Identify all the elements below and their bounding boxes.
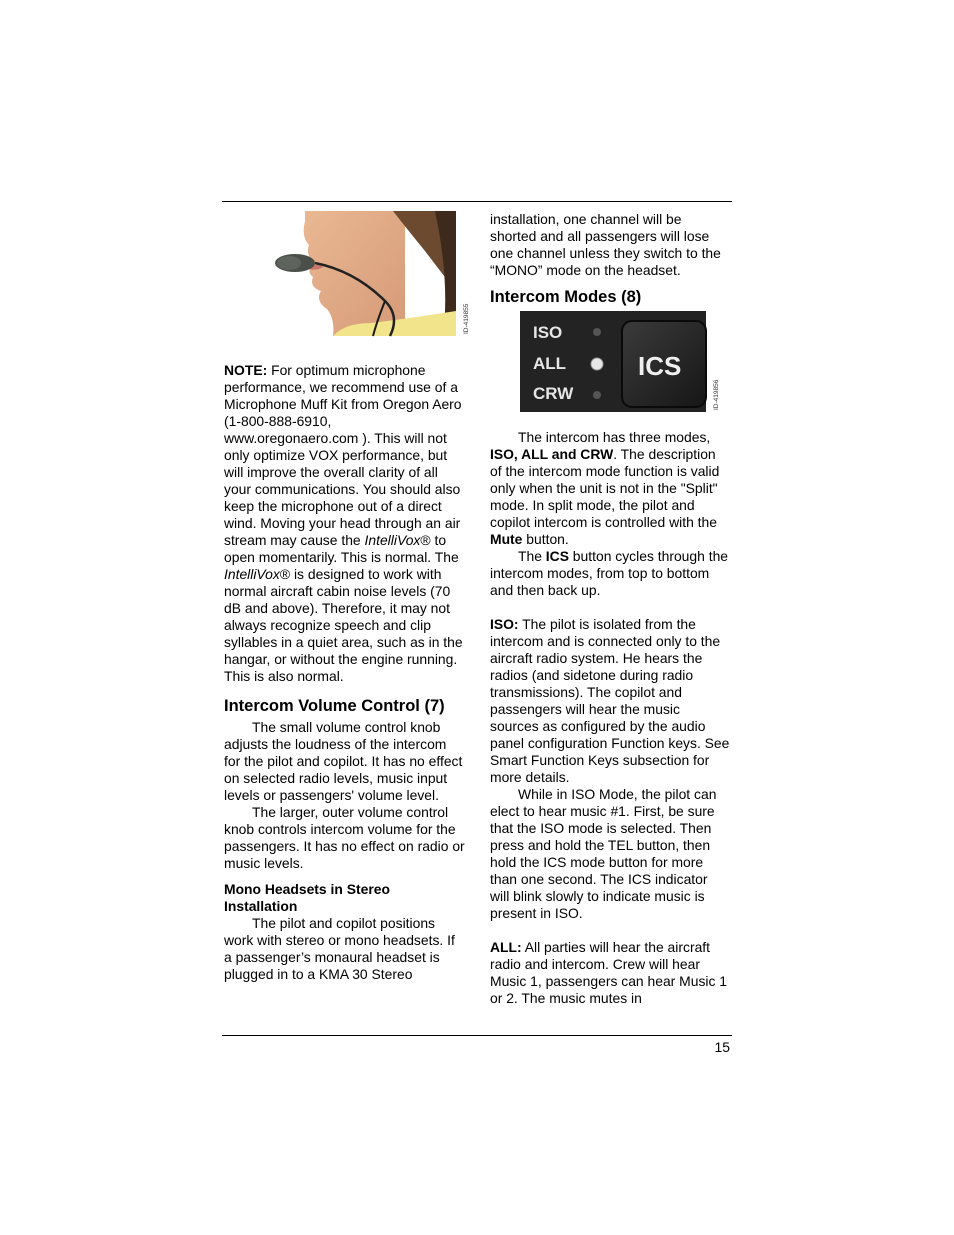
ics-button-label: ICS xyxy=(638,351,682,381)
photo-id-label: ID-419855 xyxy=(463,303,470,334)
heading-mono-headsets: Mono Headsets in Stereo Installation xyxy=(224,881,390,914)
page-number: 15 xyxy=(714,1039,730,1055)
volume-paragraph-2: The larger, outer volume control knob controls intercom volume for the passengers. It has no effect on radio or music levels. xyxy=(224,804,465,871)
led-iso-icon xyxy=(593,328,601,336)
footer-rule xyxy=(222,1035,732,1036)
led-crw-icon xyxy=(593,391,601,399)
photo-id-label-2: ID-419856 xyxy=(713,379,720,410)
panel-label-all: ALL xyxy=(533,354,567,373)
right-column xyxy=(490,211,730,1007)
iso-paragraph: ISO: The pilot is isolated from the intercom and is connected only to the aircraft radio system. He hears the radios (and sidetone during radio transmissions). The copilot and passengers will hear the music sources as configured by the audio panel configuration Function keys. See Smart Function Keys subsection for more details. xyxy=(490,616,730,785)
mono-paragraph: The pilot and copilot positions work with stereo or mono headsets. If a passenger’s monaural headset is plugged in to a KMA 30 Stereo xyxy=(224,915,455,982)
volume-paragraph-1: The small volume control knob adjusts the loudness of the intercom for the pilot and copilot. It has no effect on selected radio levels, music input levels or passengers' volume level. xyxy=(224,719,463,803)
note-paragraph: NOTE: For optimum microphone performance, we recommend use of a Microphone Muff Kit from Oregon Aero (1-800-888-6910, www.oregonaero.com ). This will not only optimize VOX performance, but will improve the overall clarity of all your communications. You should also keep the microphone out of a direct wind. Moving your head through an air stream may cause the IntelliVox® to open momentarily. This is normal. The IntelliVox® is designed to work with normal aircraft cabin noise levels (70 dB and above). Therefore, it may not always recognize speech and clip syllables in a quiet area, such as in the hangar, or without the engine running. This is also normal. xyxy=(224,362,463,684)
heading-intercom-volume: Intercom Volume Control (7) xyxy=(224,697,445,715)
heading-intercom-modes: Intercom Modes (8) xyxy=(490,288,642,306)
led-all-icon xyxy=(591,358,603,370)
panel-label-crw: CRW xyxy=(533,384,574,403)
panel-label-iso: ISO xyxy=(533,323,563,342)
header-rule xyxy=(222,201,732,202)
all-paragraph: ALL: All parties will hear the aircraft radio and intercom. Crew will hear Music 1, passengers can hear Music 1 or 2. The music mutes in xyxy=(490,939,728,1006)
modes-paragraph-1: The intercom has three modes, ISO, ALL and CRW. The description of the intercom mode function is valid only when the unit is not in the "Split" mode. In split mode, the pilot and copilot intercom is controlled with the Mute button. xyxy=(490,429,720,547)
note-label: NOTE: xyxy=(224,362,268,378)
intercom-panel-photo xyxy=(520,311,720,412)
left-column xyxy=(224,211,470,983)
iso-paragraph-2: While in ISO Mode, the pilot can elect to hear music #1. First, be sure that the ISO mode is selected. Then press and hold the TEL button, then hold the ICS mode button for more than one second. The ICS indicator will blink slowly to indicate music is present in ISO. xyxy=(490,786,717,921)
headset-microphone-photo xyxy=(275,211,470,336)
continued-paragraph: installation, one channel will be shorted and all passengers will lose one channel unless they switch to the “MONO” mode on the headset. xyxy=(490,211,721,278)
modes-paragraph-2: The ICS button cycles through the intercom modes, from top to bottom and then back up. xyxy=(490,548,729,598)
